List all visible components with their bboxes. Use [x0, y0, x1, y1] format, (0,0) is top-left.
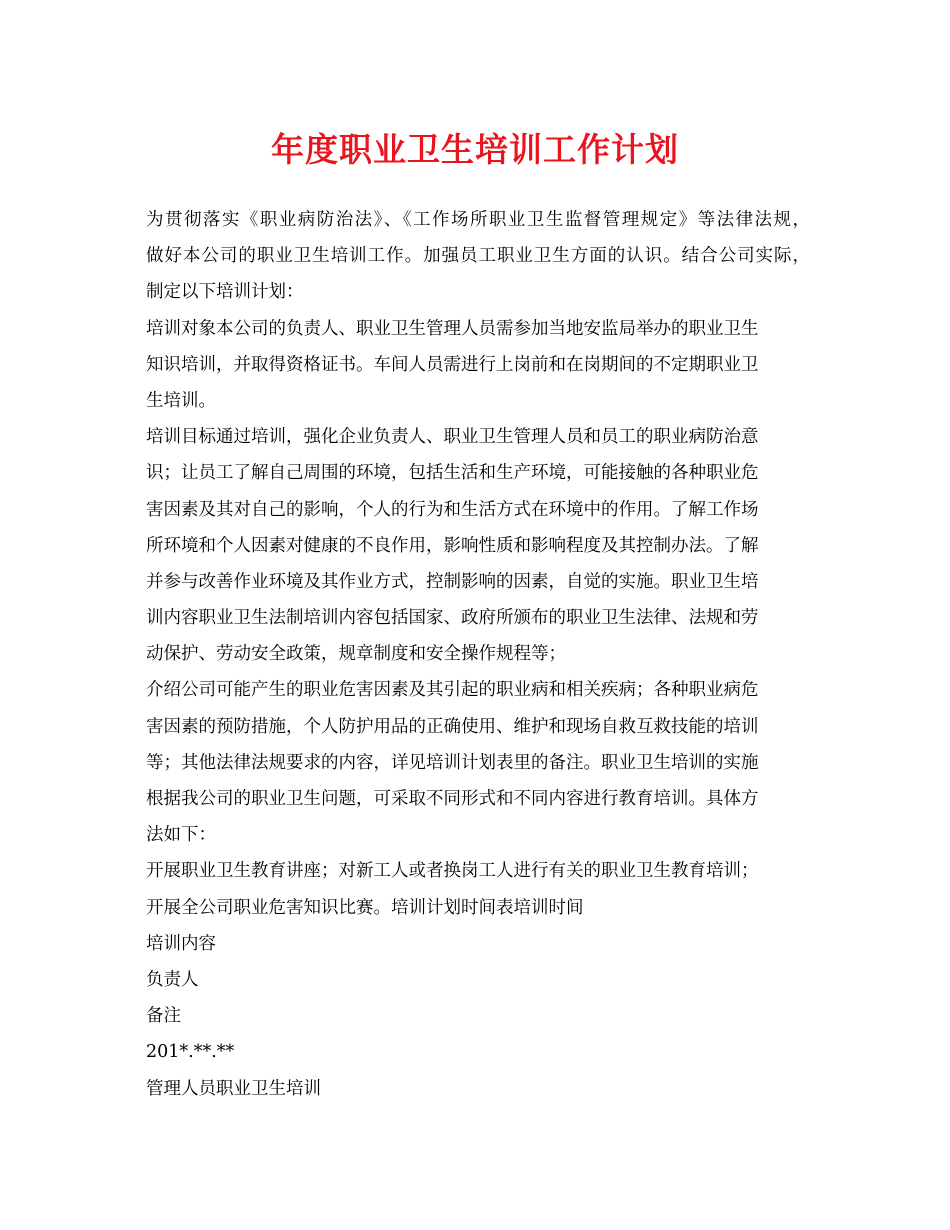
body-line: 生培训。 — [146, 390, 216, 411]
document-title: 年度职业卫生培训工作计划 — [271, 130, 679, 169]
body-line: 根据我公司的职业卫生问题，可采取不同形式和不同内容进行教育培训。具体方 — [146, 789, 759, 809]
body-line: 训内容职业卫生法制培训内容包括国家、政府所颁布的职业卫生法律、法规和劳 — [146, 608, 759, 629]
body-line: 开展全公司职业危害知识比赛。培训计划时间表培训时间 — [146, 897, 584, 918]
body-line: 负责人 — [146, 969, 199, 990]
body-line: 201*.**.** — [146, 1042, 235, 1063]
body-line: 介绍公司可能产生的职业危害因素及其引起的职业病和相关疾病；各种职业病危 — [146, 680, 759, 701]
body-line: 制定以下培训计划： — [146, 282, 304, 303]
body-line: 备注 — [146, 1006, 181, 1027]
body-line: 开展职业卫生教育讲座；对新工人或者换岗工人进行有关的职业卫生教育培训； — [146, 861, 759, 882]
body-line: 管理人员职业卫生培训 — [146, 1078, 321, 1099]
body-line: 并参与改善作业环境及其作业方式，控制影响的因素，自觉的实施。职业卫生培 — [146, 571, 759, 592]
body-line: 害因素的预防措施，个人防护用品的正确使用、维护和现场自救互救技能的培训 — [146, 716, 759, 737]
body-line: 等；其他法律法规要求的内容，详见培训计划表里的备注。职业卫生培训的实施 — [146, 752, 759, 773]
body-line: 法如下： — [146, 825, 216, 846]
document-body — [146, 202, 810, 1107]
body-line: 动保护、劳动安全政策，规章制度和安全操作规程等； — [146, 644, 566, 665]
body-line: 知识培训，并取得资格证书。车间人员需进行上岗前和在岗期间的不定期职业卫 — [146, 354, 759, 375]
body-line: 培训对象本公司的负责人、职业卫生管理人员需参加当地安监局举办的职业卫生 — [146, 318, 759, 339]
body-line: 所环境和个人因素对健康的不良作用，影响性质和影响程度及其控制办法。了解 — [146, 535, 759, 556]
body-line: 害因素及其对自己的影响，个人的行为和生活方式在环境中的作用。了解工作场 — [146, 499, 759, 520]
body-line: 做好本公司的职业卫生培训工作。加强员工职业卫生方面的认识。结合公司实际， — [146, 246, 810, 267]
body-line: 培训目标通过培训，强化企业负责人、职业卫生管理人员和员工的职业病防治意 — [146, 427, 759, 448]
body-line: 识；让员工了解自己周围的环境，包括生活和生产环境，可能接触的各种职业危 — [146, 463, 759, 484]
body-line: 为贯彻落实《职业病防治法》、《工作场所职业卫生监督管理规定》等法律法规， — [146, 210, 810, 230]
body-line: 培训内容 — [146, 933, 216, 954]
